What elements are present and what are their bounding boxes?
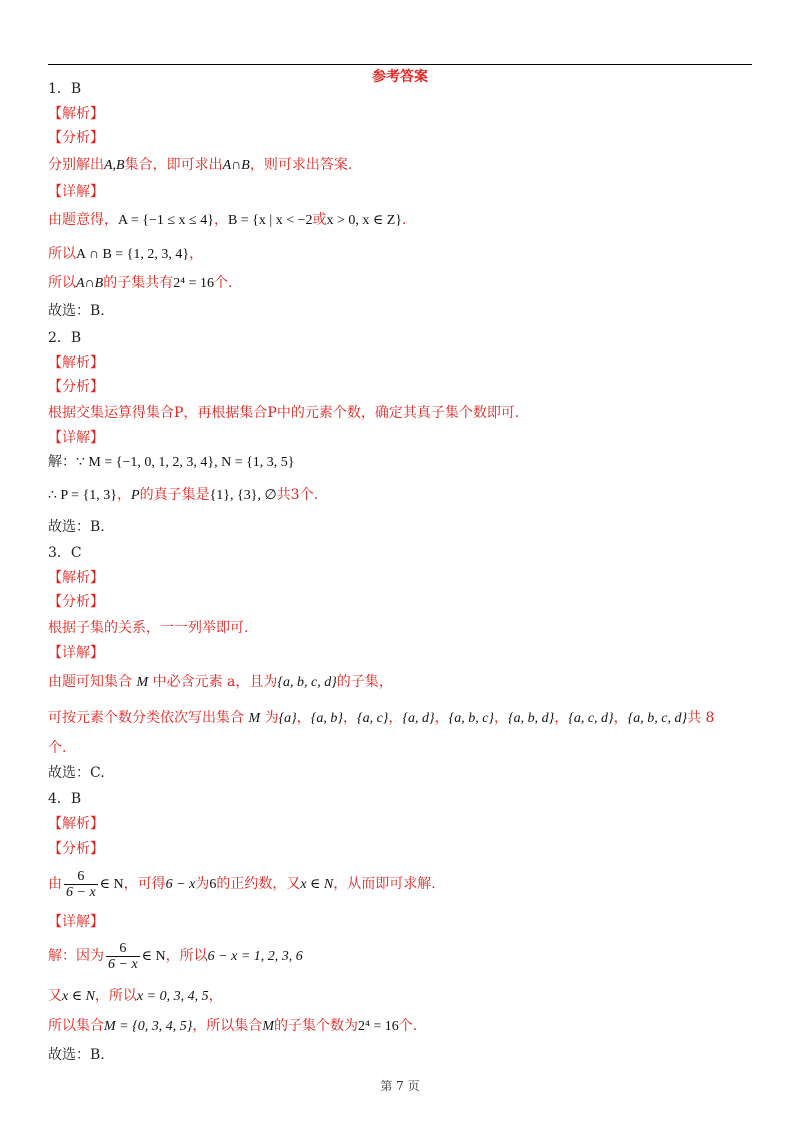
- q1-number: 1．B: [48, 81, 82, 97]
- q4-detail-1: 解：因为 $\frac{6}{6 - x}$ ∈ N，所以6 − x = 1, 2, 3, 6: [48, 940, 303, 972]
- q1-detail-3: 所以A∩B的子集共有2⁴ = 16个.: [48, 275, 233, 291]
- q2-fenxi: 【分析】: [48, 379, 104, 395]
- q2-answer: 故选：B.: [48, 519, 105, 535]
- q1-xiangjie: 【详解】: [48, 184, 104, 200]
- q2-number: 2．B: [48, 330, 82, 346]
- q2-xiangjie: 【详解】: [48, 430, 104, 446]
- q4-number: 4．B: [48, 791, 82, 807]
- q1-analysis: 分别解出A,B集合，即可求出A∩B，则可求出答案.: [48, 157, 353, 173]
- header-rule: [48, 64, 752, 65]
- q2-detail-2: ∴ P = {1, 3}，P的真子集是{1}, {3}, ∅共3个.: [48, 487, 319, 503]
- q4-answer: 故选：B.: [48, 1047, 105, 1063]
- q3-fenxi: 【分析】: [48, 594, 104, 610]
- q1-jiexi: 【解析】: [48, 106, 104, 122]
- q4-fenxi: 【分析】: [48, 841, 104, 857]
- q3-number: 3．C: [48, 545, 82, 561]
- q4-analysis: 由 $\frac{6}{6 - x}$ ∈ N，可得6 − x为6的正约数，又x ∈ N，从而即可求解.: [48, 868, 436, 900]
- q3-xiangjie: 【详解】: [48, 645, 104, 661]
- q1-answer: 故选：B.: [48, 303, 105, 319]
- q2-jiexi: 【解析】: [48, 355, 104, 371]
- q3-detail-2: 可按元素个数分类依次写出集合 M 为{a}，{a, b}，{a, c}，{a, d}，{a, b, c}，{a, b, d}，{a, c, d}，{a, b, c, d}共 8: [48, 710, 715, 726]
- page-number: 第 7 页: [380, 1079, 420, 1093]
- fraction: $\frac{6}{6 - x}$: [66, 868, 96, 900]
- q1-detail-1: 由题意得，A = {−1 ≤ x ≤ 4}，B = {x | x < −2或x > 0, x ∈ Z}.: [48, 212, 407, 228]
- page-title: 参考答案: [372, 69, 428, 85]
- q4-jiexi: 【解析】: [48, 816, 104, 832]
- q2-detail-1: 解：∵ M = {−1, 0, 1, 2, 3, 4}, N = {1, 3, 5}: [48, 454, 295, 470]
- q2-analysis: 根据交集运算得集合P，再根据集合P中的元素个数，确定其真子集个数即可.: [48, 405, 520, 421]
- q1-fenxi: 【分析】: [48, 130, 104, 146]
- q3-analysis: 根据子集的关系，一一列举即可.: [48, 620, 249, 636]
- q4-detail-2: 又x ∈ N，所以x = 0, 3, 4, 5，: [48, 988, 223, 1004]
- q3-jiexi: 【解析】: [48, 570, 104, 586]
- q4-xiangjie: 【详解】: [48, 914, 104, 930]
- fraction: $\frac{6}{6 - x}$: [108, 940, 138, 972]
- q3-detail-3: 个.: [48, 740, 67, 756]
- q3-answer: 故选：C.: [48, 765, 105, 781]
- q4-detail-3: 所以集合M = {0, 3, 4, 5}，所以集合M的子集个数为2⁴ = 16个.: [48, 1018, 418, 1034]
- q1-detail-2: 所以A ∩ B = {1, 2, 3, 4}，: [48, 246, 204, 262]
- q3-detail-1: 由题可知集合 M 中必含元素 a，且为{a, b, c, d}的子集，: [48, 674, 393, 690]
